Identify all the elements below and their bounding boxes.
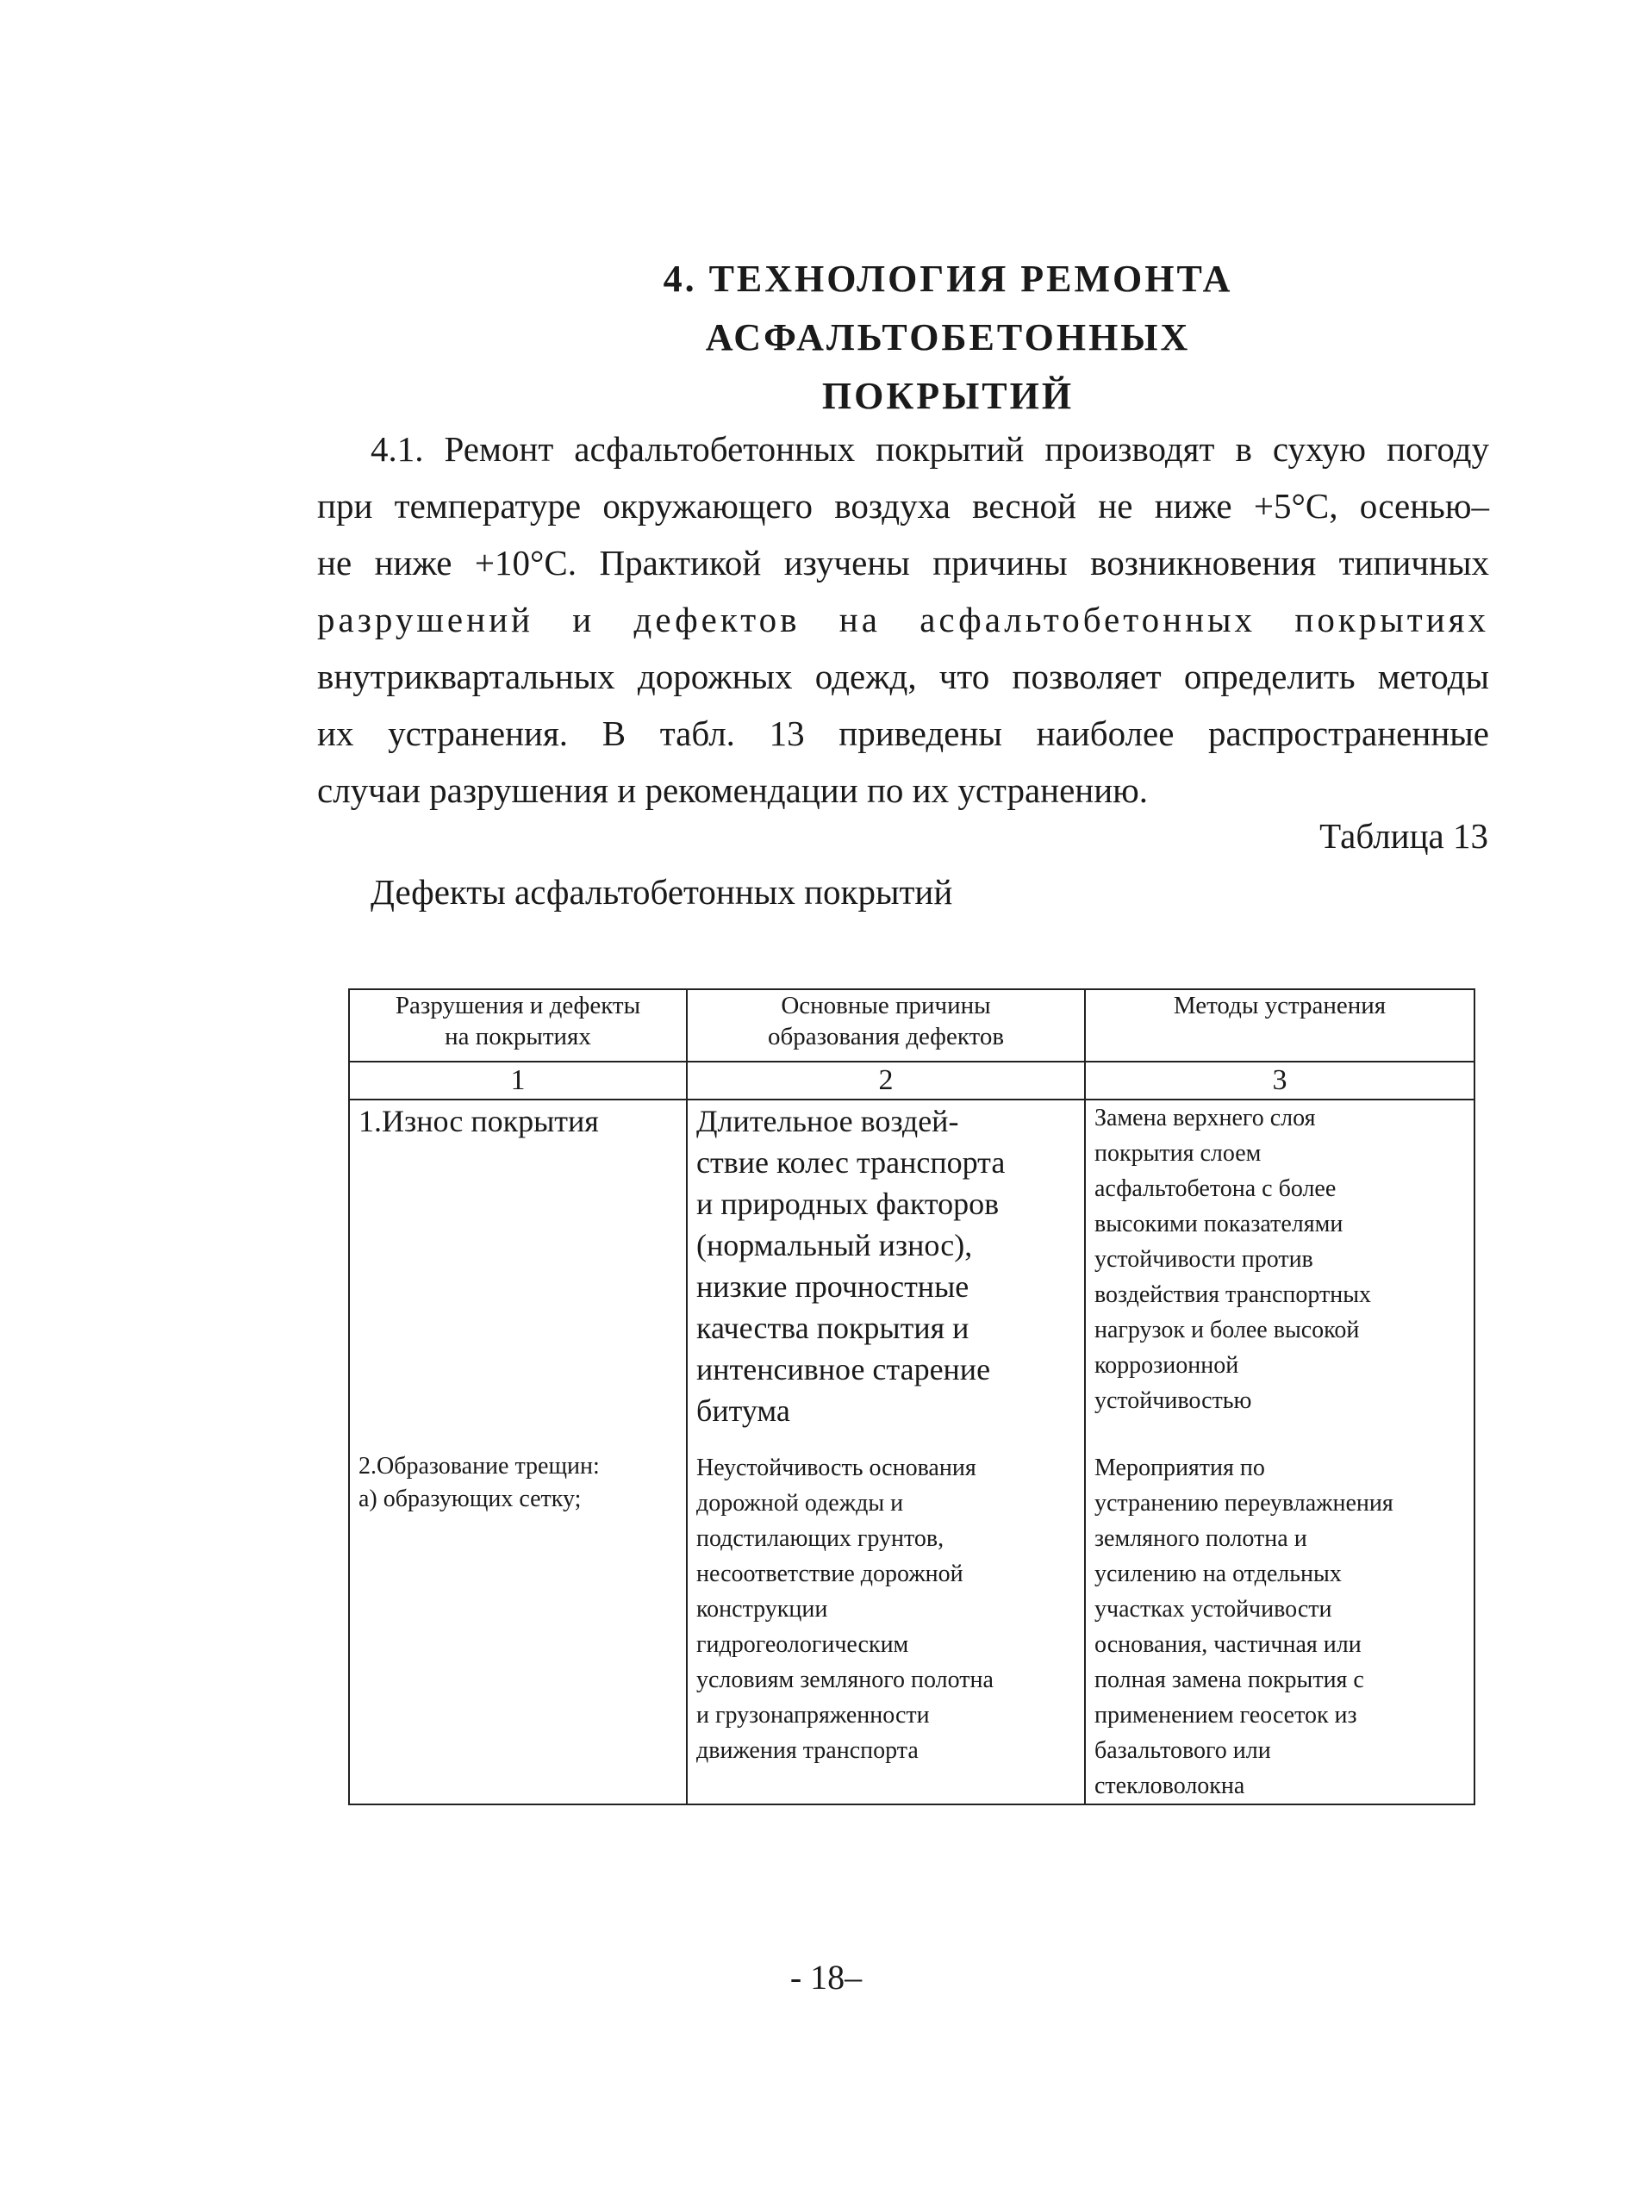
column-number: 1 bbox=[349, 1062, 687, 1100]
table-cell-methods: Замена верхнего слоя покрытия слоем асфальтобетона с более высокими показателями устойчивости против воздействия транспортных нагрузок и более высокой коррозионной устойчивостью bbox=[1085, 1100, 1474, 1450]
table-cell-defect: 2.Образование трещин: а) образующих сетку; bbox=[349, 1450, 687, 1804]
table-row bbox=[349, 1450, 1474, 1804]
table-cell-defect: 1.Износ покрытия bbox=[349, 1100, 687, 1450]
column-number-row bbox=[349, 1062, 1474, 1100]
column-header-defects: Разрушения и дефекты на покрытиях bbox=[349, 989, 687, 1062]
table-cell-causes: Длительное воздей- ствие колес транспорта и природных факторов (нормальный износ), низкие прочностные качества покрытия и интенсивное старение битума bbox=[687, 1100, 1085, 1450]
paragraph-line: не ниже +10°С. Практикой изучены причины возникновения типичных bbox=[317, 543, 1489, 583]
table-row bbox=[349, 1100, 1474, 1450]
section-heading-line-1: 4. ТЕХНОЛОГИЯ РЕМОНТА АСФАЛЬТОБЕТОННЫХ bbox=[663, 258, 1233, 358]
table-header-row bbox=[349, 989, 1474, 1062]
paragraph-line: случаи разрушения и рекомендации по их устранению. bbox=[317, 770, 1149, 810]
paragraph-line: внутриквартальных дорожных одежд, что позволяет определить методы bbox=[317, 657, 1489, 696]
column-header-causes: Основные причины образования дефектов bbox=[687, 989, 1085, 1062]
section-heading-line-2: ПОКРЫТИЙ bbox=[821, 375, 1075, 417]
table-cell-causes: Неустойчивость основания дорожной одежды и подстилающих грунтов, несоответствие дорожной конструкции гидрогеологическим условиям земляного полотна и грузонапряженности движения транспорта bbox=[687, 1450, 1085, 1804]
table-caption: Дефекты асфальтобетонных покрытий bbox=[371, 872, 953, 912]
paragraph-line: разрушений и дефектов на асфальтобетонных покрытиях bbox=[317, 600, 1489, 639]
paragraph-line: 4.1. Ремонт асфальтобетонных покрытий производят в сухую погоду bbox=[371, 429, 1489, 469]
column-number: 2 bbox=[687, 1062, 1085, 1100]
column-number: 3 bbox=[1085, 1062, 1474, 1100]
paragraph-line: их устранения. В табл. 13 приведены наиболее распространенные bbox=[317, 713, 1489, 753]
section-heading bbox=[431, 250, 1465, 426]
table-cell-methods: Мероприятия по устранению переувлажнения земляного полотна и усилению на отдельных участках устойчивости основания, частичная или полная замена покрытия с применением геосеток из базальтового или стекловолокна bbox=[1085, 1450, 1474, 1804]
table-number: Таблица 13 bbox=[1319, 816, 1488, 856]
paragraph-line: при температуре окружающего воздуха весной не ниже +5°С, осенью– bbox=[317, 486, 1489, 526]
column-header-methods: Методы устранения bbox=[1085, 989, 1474, 1062]
defects-table bbox=[348, 988, 1475, 1805]
page-number: - 18– bbox=[789, 1958, 863, 1997]
body-paragraph bbox=[317, 421, 1489, 819]
